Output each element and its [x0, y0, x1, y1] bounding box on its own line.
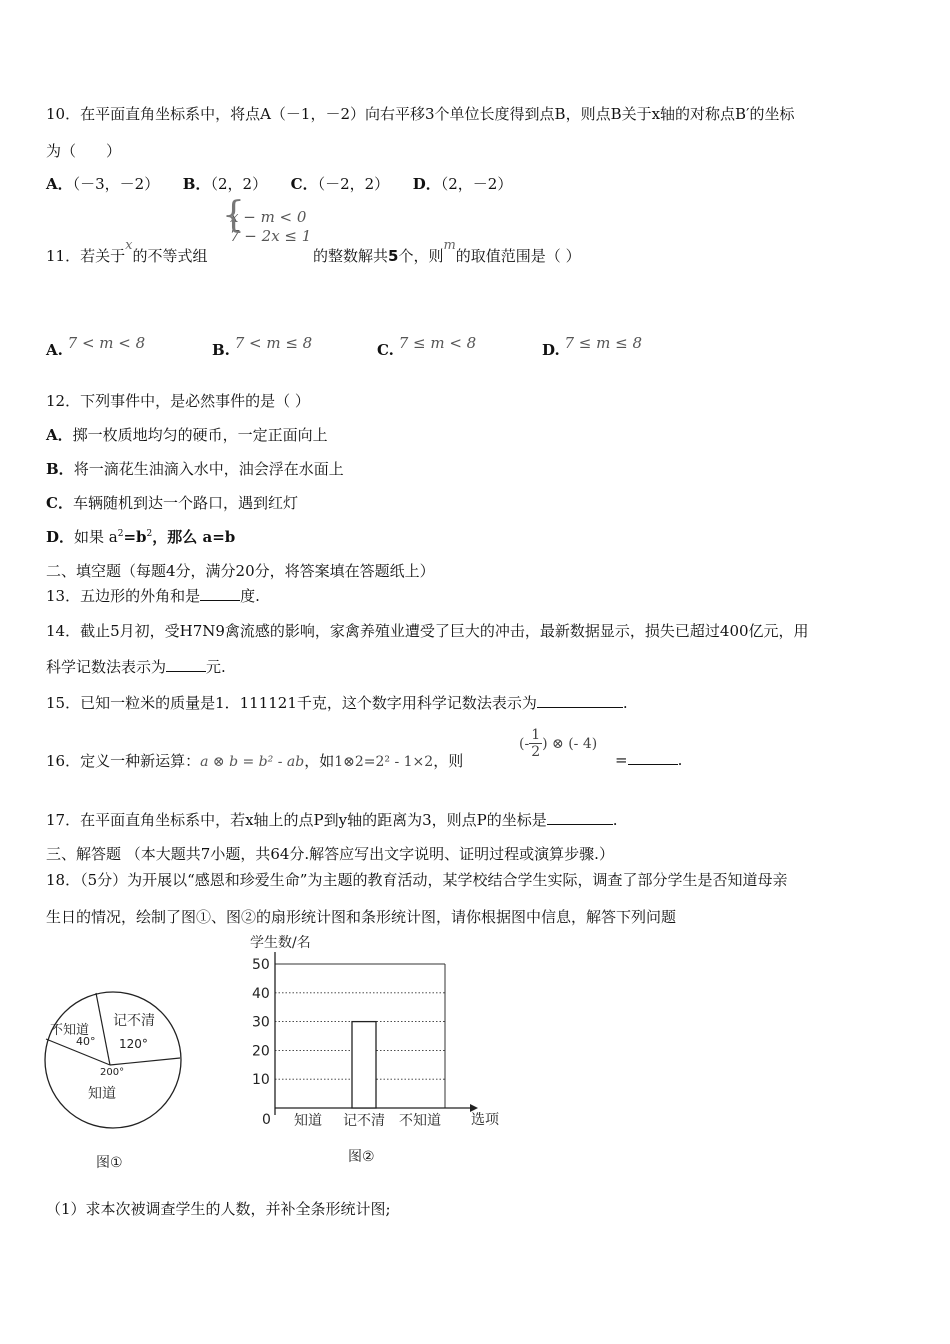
q11-option-d [542, 334, 643, 359]
bar-y-tick-label: 50 [252, 957, 270, 973]
q12-option-c-label: C． [46, 494, 73, 512]
q12-option-a-label: A． [46, 426, 73, 444]
q16-mid2: ，则 [433, 752, 464, 770]
q16-blank[interactable] [628, 750, 678, 765]
q14-pre: 科学记数法表示为 [46, 658, 167, 676]
q12-option-a-text: 掷一枚质地均匀的硬币，一定正面向上 [72, 426, 328, 444]
pie-angle-unclear: 120° [119, 1037, 148, 1051]
q11-option-b-label: B. [212, 341, 230, 359]
q12-option-d-post: ，那么 a=b [152, 528, 236, 546]
q13-blank[interactable] [200, 586, 240, 601]
bar-x-tick-label: 记不清 [343, 1113, 385, 1129]
bar-caption: 图② [348, 1149, 375, 1165]
q12-option-d-pre: 如果 a [74, 528, 118, 546]
q11-suffix3: 的取值范围是（ ） [455, 247, 581, 265]
q11-suffix2: 个，则 [398, 247, 444, 265]
q14-blank[interactable] [166, 657, 206, 672]
bar-2 [352, 1022, 376, 1108]
bar-y-tick-label: 30 [252, 1014, 270, 1031]
q10-option-a-text: （－3，－2） [72, 175, 160, 193]
bar-y-tick-label: 40 [252, 985, 270, 1002]
bar-y-tick-label: 0 [262, 1112, 271, 1128]
bar-y-axis-label: 学生数/名 [250, 935, 311, 951]
q16-equals: = [615, 751, 628, 769]
pie-label-unclear: 记不清 [113, 1013, 155, 1029]
q18-line1: 18．（5分）为开展以“感恩和珍爱生命”为主题的教育活动，某学校结合学生实际，调查了部分学生是否知道母亲 [46, 871, 788, 889]
q11-stem [46, 238, 208, 266]
q11-count: 5 [388, 247, 399, 265]
q12-option-b [46, 458, 344, 479]
q17 [46, 809, 618, 830]
q18-sub1: （1）求本次被调查学生的人数，并补全条形统计图; [46, 1200, 391, 1218]
q12-option-a [46, 424, 328, 445]
q12-option-d-sup1: 2 [117, 529, 124, 539]
q11-suffix1: 的整数解共 [313, 247, 389, 265]
q10-options [46, 173, 512, 194]
bar-bars [352, 1022, 376, 1108]
q11-option-a-label: A. [46, 341, 63, 359]
q12-option-b-text: 将一滴花生油滴入水中，油会浮在水面上 [73, 460, 344, 478]
q11-system-line1: x − m < 0 [230, 208, 307, 226]
q10-option-c-label: C． [290, 175, 318, 193]
q18-line2: 生日的情况，绘制了图①、图②的扇形统计图和条形统计图，请你根据图中信息，解答下列问题 [46, 908, 677, 926]
q10-stem-line1: 10．在平面直角坐标系中，将点A（－1，－2）向右平移3个单位长度得到点B，则点B关于x轴的对称点B′的坐标 [46, 105, 795, 123]
q11-option-d-math: 7 ≤ m ≤ 8 [564, 334, 643, 352]
q16-expr-right: ) ⊗ (- 4) [542, 735, 598, 752]
q17-blank[interactable] [547, 810, 613, 825]
q14-line2 [46, 656, 226, 677]
section-2-heading: 二、填空题（每题4分，满分20分，将答案填在答题纸上） [46, 562, 435, 580]
q11-stem-tail [313, 238, 581, 266]
q16-frac-num: 1 [531, 727, 541, 743]
q12-option-d-label: D． [46, 528, 75, 546]
q10-stem-line2: 为（ ） [46, 142, 122, 160]
pie-angle-known: 200° [100, 1067, 125, 1078]
q11-option-c-label: C. [377, 341, 394, 359]
q10-option-b-text: （2，2） [210, 175, 268, 193]
q13-pre: 13．五边形的外角和是 [46, 587, 201, 605]
q11-option-a [46, 334, 146, 359]
q10-option-b-label: B． [182, 175, 211, 193]
q16-end: . [677, 751, 683, 769]
q16-mid: ，如 [304, 752, 335, 770]
q14-line1: 14．截止5月初，受H7N9禽流感的影响，家禽养殖业遭受了巨大的冲击，最新数据显示，损失已超过400亿元，用 [46, 622, 809, 640]
q16-expression [519, 727, 597, 760]
bar-y-tick-label: 20 [252, 1043, 270, 1060]
q14-post: 元. [206, 658, 226, 676]
q11-option-b-math: 7 < m ≤ 8 [234, 334, 313, 352]
q16 [46, 750, 463, 771]
q15-post: . [622, 694, 628, 712]
section-3-heading: 三、解答题 （本大题共7小题，共64分.解答应写出文字说明、证明过程或演算步骤.） [46, 845, 614, 863]
q12-option-d-sup2: 2 [146, 529, 153, 539]
q11-inequality-system [222, 195, 312, 246]
q15-blank[interactable] [537, 693, 623, 708]
bar-chart-figure [245, 930, 515, 1170]
q11-system-line2: 7 − 2x ≤ 1 [230, 227, 312, 245]
bar-y-tick-label: 10 [252, 1072, 270, 1089]
q10-option-c-text: （－2，2） [317, 175, 390, 193]
q13 [46, 585, 260, 606]
q16-pre: 16．定义一种新运算： [46, 752, 201, 770]
q11-option-a-math: 7 < m < 8 [67, 334, 146, 352]
pie-angle-unknown: 40° [76, 1035, 96, 1048]
q10-option-a-label: A． [46, 175, 73, 193]
q13-post: 度. [240, 587, 260, 605]
bar-x-ticks [294, 1113, 441, 1129]
q16-example: 1⊗2=2² - 1×2 [334, 754, 434, 770]
pie-caption: 图① [96, 1155, 123, 1171]
q11-option-c-math: 7 ≤ m < 8 [398, 334, 477, 352]
q11-var-m: m [443, 238, 456, 253]
pie-label-known: 知道 [88, 1086, 116, 1102]
pie-label-unknown: 不知道 [50, 1023, 90, 1038]
q11-option-c [377, 334, 477, 359]
bar-x-tick-label: 知道 [294, 1113, 322, 1129]
q10-option-d-text: （2，－2） [440, 175, 513, 193]
q10-option-d-label: D． [412, 175, 441, 193]
q12-option-d [46, 526, 235, 547]
q11-option-d-label: D. [542, 341, 560, 359]
q15-pre: 15．已知一粒米的质量是1．111121千克，这个数字用科学记数法表示为 [46, 694, 537, 712]
q11-option-b [212, 334, 313, 359]
q17-pre: 17．在平面直角坐标系中，若x轴上的点P到y轴的距离为3，则点P的坐标是 [46, 811, 547, 829]
q16-fraction [529, 727, 542, 760]
q12-stem: 12．下列事件中，是必然事件的是（ ） [46, 392, 310, 410]
q15 [46, 692, 628, 713]
q11-brace: { [222, 195, 245, 236]
q16-definition: a ⊗ b = b² - ab [200, 754, 305, 770]
q16-answer [615, 750, 682, 769]
bar-x-tick-label: 不知道 [399, 1113, 441, 1129]
q12-option-b-label: B． [46, 460, 74, 478]
q16-frac-den: 2 [531, 744, 541, 760]
q11-prefix: 11．若关于 [46, 247, 126, 265]
q12-option-d-mid: =b [123, 528, 147, 546]
q11-var-x: x [125, 238, 133, 253]
bar-x-axis-label: 选项 [471, 1112, 499, 1128]
q11-mid: 的不等式组 [132, 247, 208, 265]
bar-x-axis-arrow [470, 1104, 478, 1112]
pie-chart-figure [40, 985, 190, 1175]
q12-option-c-text: 车辆随机到达一个路口，遇到红灯 [72, 494, 298, 512]
q17-post: . [612, 811, 618, 829]
bar-y-ticks [252, 957, 271, 1128]
q12-option-c [46, 492, 298, 513]
q16-expr-left: (- [519, 735, 530, 752]
